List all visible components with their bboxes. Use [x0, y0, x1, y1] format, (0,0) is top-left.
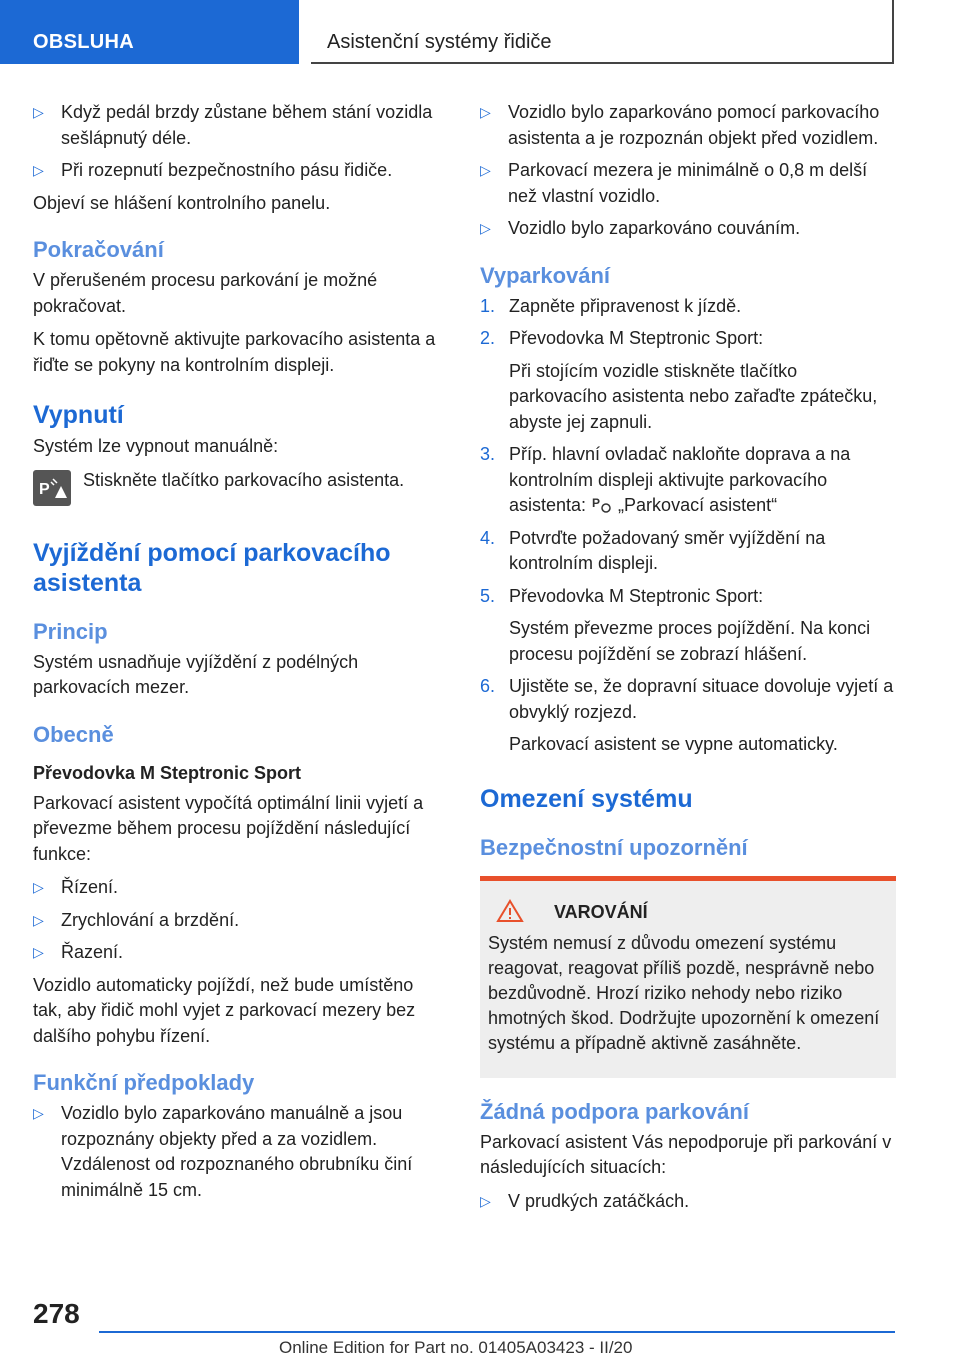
heading-omezeni: Omezení systému — [480, 784, 693, 813]
button-instruction: P Stiskněte tlačítko parkovacího asistenta. — [33, 468, 445, 508]
paragraph: Vozidlo automaticky pojíždí, než bude umístěno tak, aby řidič mohl vyjet z parkovací mezery bez dalšího pohybu řízení. — [33, 974, 416, 1046]
triangle-bullet-icon: ▷ — [33, 944, 44, 960]
triangle-bullet-icon: ▷ — [33, 162, 44, 178]
svg-text:P: P — [592, 496, 601, 510]
heading-bezpecnostni: Bezpečnostní upozornění — [480, 834, 748, 860]
step-item: 4. Potvrďte požadovaný směr vyjíždění na kontrolním displeji. — [480, 527, 826, 573]
heading-zadna: Žádná podpora parkování — [480, 1098, 749, 1124]
triangle-bullet-icon: ▷ — [480, 1192, 491, 1209]
header-chapter-label: Asistenční systémy řidiče — [327, 31, 552, 53]
step-item: 2. Převodovka M Steptronic Sport: — [480, 328, 764, 348]
list-item: ▷ Vozidlo bylo zaparkováno couváním. — [480, 216, 896, 242]
list-item: ▷ Parkovací mezera je minimálně o 0,8 m delší než vlastní vozidlo. — [480, 160, 868, 206]
paragraph: Systém lze vypnout manuálně: — [33, 436, 279, 456]
step-subtext: Systém převezme proces pojíždění. Na konci procesu pojíždění se zobrazí hlášení. — [509, 618, 871, 664]
warning-box — [480, 876, 896, 1078]
paragraph: Parkovací asistent vypočítá optimální linii vyjetí a převezme během procesu pojíždění následující funkce: — [33, 792, 424, 864]
parking-assistant-button-icon — [33, 470, 71, 506]
paragraph: K tomu opětovně aktivujte parkovacího asistenta a řiďte se pokyny na kontrolním displeji. — [33, 329, 436, 375]
warning-triangle-icon — [496, 899, 524, 928]
step-subtext: Při stojícím vozidle stiskněte tlačítko parkovacího asistenta nebo zařaďte zpátečku, abyste jej zapnuli. — [509, 360, 878, 432]
paragraph: Objeví se hlášení kontrolního panelu. — [33, 192, 331, 213]
heading-vyparkovani: Vyparkování — [480, 262, 611, 288]
parking-assistant-icon — [592, 494, 612, 514]
triangle-bullet-icon: ▷ — [33, 879, 44, 895]
list-item: ▷ Při rozepnutí bezpečnostního pásu řidiče. — [33, 158, 445, 184]
list-item: ▷ Zrychlování a brzdění. — [33, 908, 445, 934]
heading-princip: Princip — [33, 618, 108, 644]
step-item: 6. Ujistěte se, že dopravní situace dovoluje vyjetí a obvyklý rozjezd. — [480, 676, 894, 722]
heading-predpoklady: Funkční předpoklady — [33, 1070, 255, 1095]
step-item: 1. Zapněte připravenost k jízdě. — [480, 295, 742, 316]
step-item: 5. Převodovka M Steptronic Sport: — [480, 585, 764, 606]
footer-divider — [99, 1331, 895, 1333]
warning-body: Systém nemusí z důvodu omezení systému reagovat, reagovat příliš pozdě, nesprávně nebo bezdůvodně. Hrozí riziko nehody nebo riziko hmotných škod. Dodržujte upozornění k omezení systému a případně aktivně zasáhněte. — [488, 932, 880, 1053]
list-item: ▷ Vozidlo bylo zaparkováno pomocí parkovacího asistenta a je rozpoznán objekt před vozidlem. — [480, 102, 880, 148]
paragraph: V přerušeném procesu parkování je možné pokračovat. — [33, 270, 378, 316]
paragraph: Parkovací asistent Vás nepodporuje při parkování v následujících situacích: — [480, 1131, 892, 1177]
header-section-tab — [0, 0, 299, 64]
heading-prevodovka: Převodovka M Steptronic Sport — [33, 762, 302, 783]
header-chapter-tab — [311, 0, 894, 64]
paragraph: Systém usnadňuje vyjíždění z podélných parkovacích mezer. — [33, 651, 359, 697]
triangle-bullet-icon: ▷ — [33, 911, 44, 928]
triangle-bullet-icon: ▷ — [33, 1105, 44, 1121]
footer-edition: Online Edition for Part no. 01405A03423 - II/20 — [279, 1338, 633, 1357]
list-item: ▷ Vozidlo bylo zaparkováno manuálně a jsou rozpoznány objekty před a za vozidlem. Vzdálenost od rozpoznaného obrubníku činí minimálně 15 cm. — [33, 1103, 413, 1200]
warning-title: VAROVÁNÍ — [488, 901, 888, 923]
list-item: ▷ Řazení. — [33, 940, 445, 966]
triangle-bullet-icon: ▷ — [480, 220, 491, 236]
heading-obecne: Obecně — [33, 721, 114, 747]
triangle-bullet-icon: ▷ — [33, 104, 44, 120]
right-column — [480, 100, 896, 1221]
list-item: ▷ Řízení. — [33, 875, 445, 901]
heading-vypnuti: Vypnutí — [33, 401, 124, 429]
triangle-bullet-icon: ▷ — [480, 104, 491, 120]
list-item: ▷ Když pedál brzdy zůstane během stání vozidla sešlápnutý déle. — [33, 102, 433, 148]
step-item: 3. Příp. hlavní ovladač nakloňte doprava a na kontrolním displeji aktivujte parkovacího asistenta: P „Parkovací asistent“ — [480, 444, 851, 515]
triangle-bullet-icon: ▷ — [480, 162, 491, 178]
heading-vyjizdeni: Vyjíždění pomocí parkovacího asistenta — [33, 538, 391, 597]
left-column — [33, 100, 445, 1210]
svg-text:P: P — [39, 480, 50, 498]
step-subtext: Parkovací asistent se vypne automaticky. — [509, 734, 838, 754]
header-section-label: OBSLUHA — [33, 31, 134, 53]
list-item: ▷ V prudkých zatáčkách. — [480, 1189, 896, 1215]
page-number: 278 — [33, 1298, 80, 1329]
heading-pokracovani: Pokračování — [33, 237, 164, 262]
